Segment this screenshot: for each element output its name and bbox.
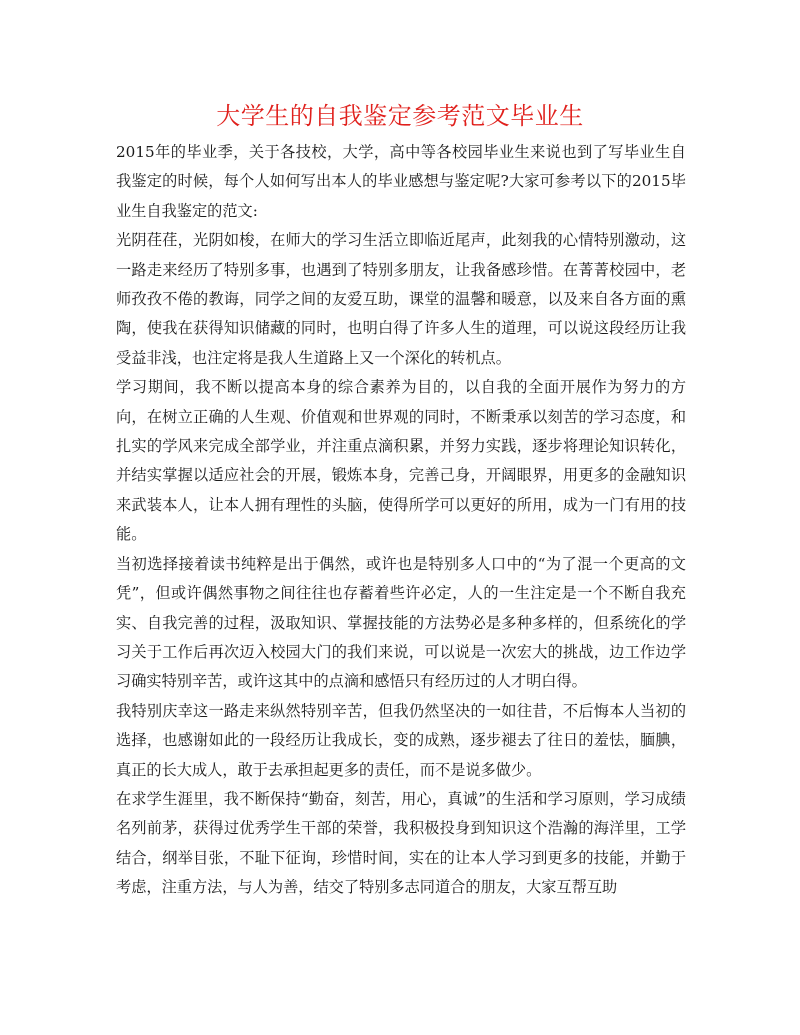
paragraph-intro: 2015年的毕业季，关于各技校，大学，高中等各校园毕业生来说也到了写毕业生自我鉴定的时候，每个人如何写出本人的毕业感想与鉴定呢?大家可参考以下的2015毕业生自我鉴定的范文: [116,143,686,220]
paragraph-study-career: 在求学生涯里，我不断保持“勤奋，刻苦，用心，真诚”的生活和学习原则，学习成绩名列前茅，获得过优秀学生干部的荣誉，我积极投身到知识这个浩瀚的海洋里，工学结合，纲举目张，不耻下征询，珍惜时间，实在的让本人学习到更多的技能，并勤于考虑，注重方法，与人为善，结交了特别多志同道合的朋友，大家互帮互助 [116,789,686,897]
paragraph-time-flies: 光阴荏荏，光阴如梭，在师大的学习生活立即临近尾声，此刻我的心情特别激动，这一路走来经历了特别多事，也遇到了特别多朋友，让我备感珍惜。在菁菁校园中，老师孜孜不倦的教诲，同学之间的友爱互助，课堂的温馨和暖意，以及来自各方面的熏陶，使我在获得知识储藏的同时，也明白得了许多人生的道理，可以说这段经历让我受益非浅，也注定将是我人生道路上又一个深化的转机点。 [116,231,686,367]
document-body [116,138,686,903]
paragraph-gratitude: 我特别庆幸这一路走来纵然特别辛苦，但我仍然坚决的一如往昔，不后悔本人当初的选择，也感谢如此的一段经历让我成长，变的成熟，逐步褪去了往日的羞怯，腼腆，真正的长大成人，敢于去承担起更多的责任，而不是说多做少。 [116,701,686,779]
paragraph-study-period: 学习期间，我不断以提高本身的综合素养为目的，以自我的全面开展作为努力的方向，在树立正确的人生观、价值观和世界观的同时，不断秉承以刻苦的学习态度，和扎实的学风来完成全部学业，并注重点滴积累，并努力实践，逐步将理论知识转化，并结实掌握以适应社会的开展，锻炼本身，完善己身，开阔眼界，用更多的金融知识来武装本人，让本人拥有理性的头脑，使得所学可以更好的所用，成为一门有用的技能。 [116,378,686,544]
paragraph-choice: 当初选择接着读书纯粹是出于偶然，或许也是特别多人口中的“为了混一个更高的文凭”，但或许偶然事物之间往往也存蓄着些许必定，人的一生注定是一个不断自我充实、自我完善的过程，汲取知识、掌握技能的方法势必是多种多样的，但系统化的学习关于工作后再次迈入校园大门的我们来说，可以说是一次宏大的挑战，边工作边学习确实特别辛苦，或许这其中的点滴和感悟只有经历过的人才明白得。 [116,554,686,691]
document-title: 大学生的自我鉴定参考范文毕业生 [216,102,584,130]
